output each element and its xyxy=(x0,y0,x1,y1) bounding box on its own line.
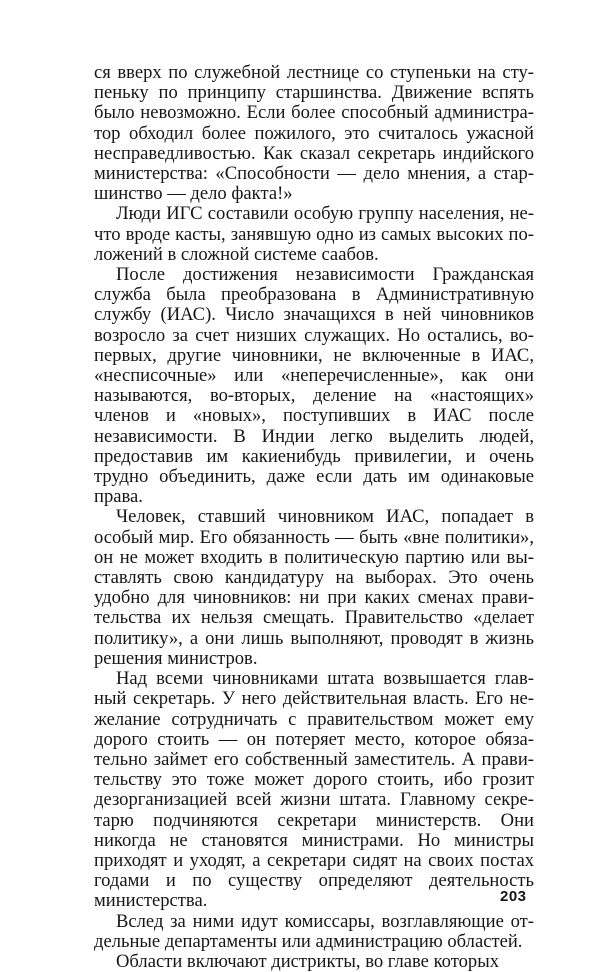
paragraph-7: Области включают дистрикты, во главе которых xyxy=(116,950,499,972)
paragraph-2: Люди ИГС составили особую группу населения, нечто вроде касты, занявшую одно из самых высоких положений в сложной системе саабов. xyxy=(94,203,534,265)
paragraph-3: После достижения независимости Гражданская служба была преобразована в Административную службу (ИАС). Число значащихся в ней чиновников возросло за счет низших служащих. Но остались, во-первых, другие чиновники, не включенные в ИАС, «несписочные» или «неперечисленные», как они называются, во-вторых, деление на «настоящих» членов и «новых», поступивших в ИАС после независимости. В Индии легко выделить людей, предоставив им какиенибудь привилегии, и очень трудно объединить, даже если дать им одинаковые права. xyxy=(94,264,534,508)
paragraph-6: Вслед за ними идут комиссары, возглавляющие отдельные департаменты или администрацию областей. xyxy=(94,910,534,952)
body-text xyxy=(94,63,534,972)
paragraph-5: Над всеми чиновниками штата возвышается главный секретарь. У него действительная власть. Его нежелание сотрудничать с правительством может ему дорого стоить — он потеряет место, которое обязательно займет его собственный заместитель. А правительству это тоже может дорого стоить, ибо грозит дезорганизацией всей жизни штата. Главному секретарю подчиняются секретари министерств. Они никогда не становятся министрами. Но министры приходят и уходят, а секретари сидят на своих постах годами и по существу определяют деятельность министерства. xyxy=(94,668,534,912)
paragraph-1: ся вверх по служебной лестнице со ступеньки на ступеньку по принципу старшинства. Движение вспять было невозможно. Если более способный администратор обходил более пожилого, это считалось ужасной несправедливостью. Как сказал секретарь индийского министерства: «Способности — дело мнения, а старшинство — дело факта!» xyxy=(94,62,534,205)
paragraph-4: Человек, ставший чиновником ИАС, попадает в особый мир. Его обязанность — быть «вне политики», он не может входить в политическую партию или выставлять свою кандидатуру на выборах. Это очень удобно для чиновников: ни при каких сменах правительства их нельзя смещать. Правительство «делает политику», а они лишь выполняют, проводят в жизнь решения министров. xyxy=(94,506,534,669)
page-number: 203 xyxy=(500,888,527,905)
